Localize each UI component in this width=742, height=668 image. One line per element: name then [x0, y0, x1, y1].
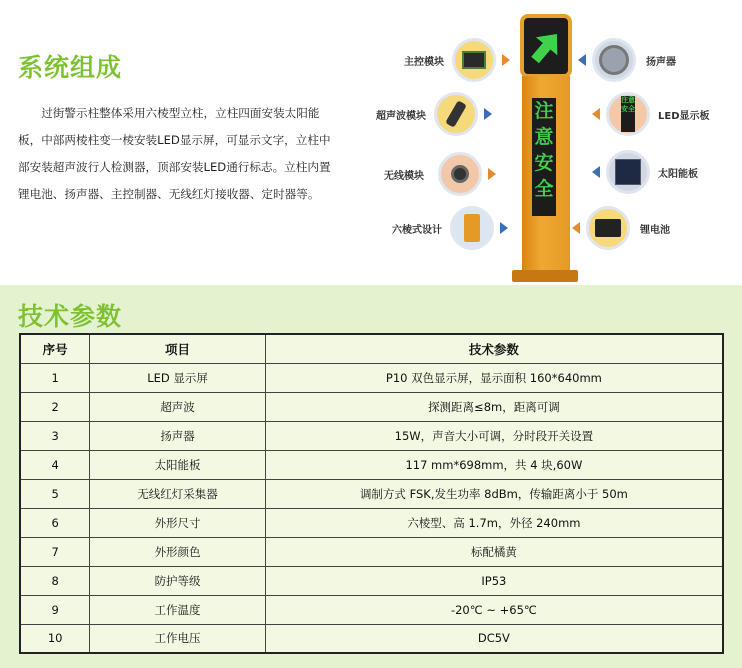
- table-row: [20, 479, 723, 508]
- warning-pillar-illustration: [508, 14, 578, 282]
- component-wireless: [384, 152, 496, 196]
- tech-params-table: [19, 333, 724, 654]
- circuit-board-icon: [452, 38, 496, 82]
- pillar-led-sign: [520, 14, 572, 78]
- component-main-control: [404, 38, 510, 82]
- cell-spec: 117 mm*698mm，共 4 块,60W: [265, 450, 723, 479]
- speaker-icon: [592, 38, 636, 82]
- cell-item: 工作电压: [90, 624, 265, 653]
- system-description: 过街警示柱整体采用六棱型立柱，立柱四面安装太阳能板，中部两棱柱变一棱安装LED显示屏，可显示文字，立柱中部安装超声波行人检测器，顶部安装LED通行标志。立柱内置锂电池、扬声器、主控制器、无线红灯接收器、定时器等。: [18, 106, 331, 201]
- component-label: LED显示板: [658, 110, 710, 122]
- cell-item: LED 显示屏: [90, 363, 265, 392]
- pillar-base: [512, 270, 578, 282]
- cell-spec: DC5V: [265, 624, 723, 653]
- cell-item: 工作温度: [90, 595, 265, 624]
- cell-index: 6: [20, 508, 90, 537]
- component-led-board: [592, 92, 710, 136]
- arrow-left-icon: [578, 54, 586, 66]
- arrow-left-icon: [592, 166, 600, 178]
- component-label: 主控模块: [404, 56, 444, 68]
- table-row: [20, 595, 723, 624]
- component-solar: [592, 150, 698, 194]
- component-label: 超声波模块: [376, 110, 426, 122]
- led-char: 安: [534, 152, 554, 174]
- led-board-text: 注意安全: [621, 96, 635, 132]
- cell-index: 10: [20, 624, 90, 653]
- cell-spec: 15W，声音大小可调，分时段开关设置: [265, 421, 723, 450]
- arrow-right-icon: [488, 168, 496, 180]
- cell-item: 无线红灯采集器: [90, 479, 265, 508]
- component-label: 锂电池: [640, 224, 670, 236]
- cell-item: 防护等级: [90, 566, 265, 595]
- cell-index: 1: [20, 363, 90, 392]
- table-header-row: [20, 334, 723, 363]
- ultrasonic-sensor-icon: [434, 92, 478, 136]
- battery-icon: [586, 206, 630, 250]
- table-row: [20, 537, 723, 566]
- led-char: 意: [534, 126, 554, 148]
- cell-index: 2: [20, 392, 90, 421]
- hexagonal-column-icon: [450, 206, 494, 250]
- component-speaker: [578, 38, 676, 82]
- cell-spec: 六棱型、高 1.7m，外径 240mm: [265, 508, 723, 537]
- cell-index: 9: [20, 595, 90, 624]
- cell-index: 3: [20, 421, 90, 450]
- component-battery: [572, 206, 670, 250]
- cell-spec: 标配橘黄: [265, 537, 723, 566]
- arrow-right-icon: [500, 222, 508, 234]
- column-header: 技术参数: [265, 334, 723, 363]
- cell-item: 外形尺寸: [90, 508, 265, 537]
- arrow-left-icon: [592, 108, 600, 120]
- cell-index: 7: [20, 537, 90, 566]
- cell-spec: 探测距离≤8m，距离可调: [265, 392, 723, 421]
- table-row: [20, 363, 723, 392]
- cell-spec: -20℃ ~ +65℃: [265, 595, 723, 624]
- system-composition-section: [0, 0, 742, 285]
- column-header: 序号: [20, 334, 90, 363]
- led-char: 全: [534, 178, 554, 200]
- component-label: 太阳能板: [658, 168, 698, 180]
- cell-spec: P10 双色显示屏，显示面积 160*640mm: [265, 363, 723, 392]
- component-ultrasonic: [376, 92, 492, 136]
- led-char: 注: [534, 100, 554, 122]
- table-row: [20, 624, 723, 653]
- table-row: [20, 421, 723, 450]
- component-label: 六棱式设计: [392, 224, 442, 236]
- cell-item: 扬声器: [90, 421, 265, 450]
- cell-item: 超声波: [90, 392, 265, 421]
- table-row: [20, 392, 723, 421]
- table-row: [20, 450, 723, 479]
- arrow-left-icon: [572, 222, 580, 234]
- arrow-up-icon: [530, 28, 562, 66]
- cell-index: 4: [20, 450, 90, 479]
- component-label: 无线模块: [384, 170, 424, 182]
- cell-index: 5: [20, 479, 90, 508]
- arrow-right-icon: [502, 54, 510, 66]
- component-hexagonal: [392, 206, 508, 250]
- component-label: 扬声器: [646, 56, 676, 68]
- led-board-icon: [606, 92, 650, 136]
- table-row: [20, 566, 723, 595]
- section-title-tech: 技术参数: [18, 302, 123, 331]
- cell-spec: 调制方式 FSK,发生功率 8dBm，传输距离小于 50m: [265, 479, 723, 508]
- arrow-right-icon: [484, 108, 492, 120]
- column-header: 项目: [90, 334, 265, 363]
- cell-item: 外形颜色: [90, 537, 265, 566]
- cell-index: 8: [20, 566, 90, 595]
- table-row: [20, 508, 723, 537]
- cell-spec: IP53: [265, 566, 723, 595]
- cell-item: 太阳能板: [90, 450, 265, 479]
- solar-panel-icon: [606, 150, 650, 194]
- pillar-led-display: [532, 98, 556, 216]
- section-title-system: 系统组成: [18, 53, 123, 82]
- speaker-module-icon: [438, 152, 482, 196]
